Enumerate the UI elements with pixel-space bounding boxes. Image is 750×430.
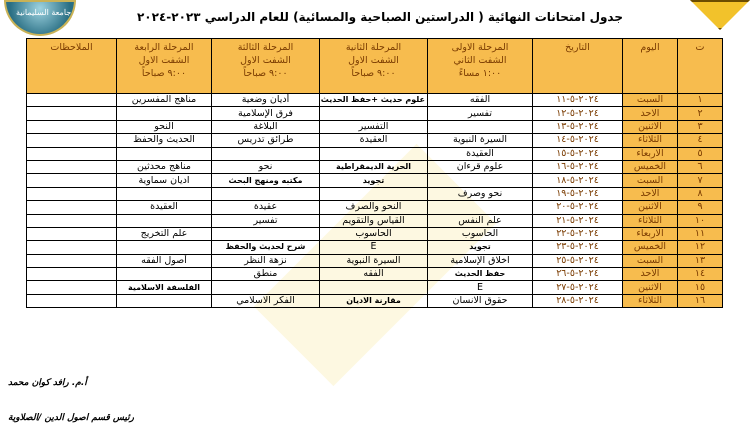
stage2-cell: تجويد <box>320 174 428 187</box>
row-number: ٨ <box>678 187 723 200</box>
stage4-cell <box>117 187 212 200</box>
stage4-cell <box>117 107 212 120</box>
header-stage3: المرحلة الثالثة الشفت الاول ٩:٠٠ صباحاً <box>212 39 320 94</box>
notes-cell <box>27 227 117 240</box>
page-title: جدول امتحانات النهائية ( الدراستين الصباحية والمسائية) للعام الدراسي ٢٠٢٣-٢٠٢٤ <box>136 10 624 24</box>
stage4-cell <box>117 294 212 307</box>
day-cell: الثلاثاء <box>623 214 678 227</box>
notes-cell <box>27 268 117 281</box>
stage3-cell <box>212 227 320 240</box>
table-row <box>27 134 723 147</box>
table-row <box>27 294 723 307</box>
stage1-cell: الحاسوب <box>428 227 533 240</box>
day-cell: السبت <box>623 174 678 187</box>
header-stage2: المرحلة الثانية الشفت الاول ٩:٠٠ صباحاً <box>320 39 428 94</box>
table-row <box>27 160 723 173</box>
day-cell: الاثنين <box>623 120 678 133</box>
stage3-cell <box>212 187 320 200</box>
day-cell: الثلاثاء <box>623 134 678 147</box>
header-notes: الملاحظات <box>27 39 117 94</box>
header-num: ت <box>678 39 723 94</box>
date-cell: ٢٠٢٤-٥-٢٦ <box>533 268 623 281</box>
stage3-cell: طرائق تدريس <box>212 134 320 147</box>
stage4-cell: اديان سماوية <box>117 174 212 187</box>
row-number: ١٦ <box>678 294 723 307</box>
row-number: ٣ <box>678 120 723 133</box>
day-cell: الخميس <box>623 241 678 254</box>
stage2-cell: العقيدة <box>320 134 428 147</box>
date-cell: ٢٠٢٤-٥-١١ <box>533 94 623 107</box>
day-cell: السبت <box>623 94 678 107</box>
date-cell: ٢٠٢٤-٥-٢٨ <box>533 294 623 307</box>
day-cell: الاثنين <box>623 201 678 214</box>
table-row <box>27 227 723 240</box>
notes-cell <box>27 120 117 133</box>
table-row <box>27 268 723 281</box>
row-number: ١٣ <box>678 254 723 267</box>
notes-cell <box>27 241 117 254</box>
notes-cell <box>27 107 117 120</box>
stage4-cell: مناهج محدثين <box>117 160 212 173</box>
stage2-cell <box>320 187 428 200</box>
stage4-cell: مناهج المفسرين <box>117 94 212 107</box>
stage3-cell: نحو <box>212 160 320 173</box>
stage1-cell <box>428 174 533 187</box>
stage4-cell: النحو <box>117 120 212 133</box>
stage2-cell: القياس والتقويم <box>320 214 428 227</box>
stage3-cell: تفسير <box>212 214 320 227</box>
stage4-cell: الفلسفة الاسلامية <box>117 281 212 294</box>
notes-cell <box>27 294 117 307</box>
stage4-cell <box>117 214 212 227</box>
stage2-cell <box>320 107 428 120</box>
header-date: التاريخ <box>533 39 623 94</box>
day-cell: الاحد <box>623 268 678 281</box>
college-logo <box>690 0 750 30</box>
row-number: ٥ <box>678 147 723 160</box>
notes-cell <box>27 201 117 214</box>
notes-cell <box>27 174 117 187</box>
row-number: ٢ <box>678 107 723 120</box>
date-cell: ٢٠٢٤-٥-١٢ <box>533 107 623 120</box>
date-cell: ٢٠٢٤-٥-٢٥ <box>533 254 623 267</box>
stage2-cell: مقارنة الاديان <box>320 294 428 307</box>
stage4-cell <box>117 268 212 281</box>
row-number: ١٤ <box>678 268 723 281</box>
notes-cell <box>27 254 117 267</box>
schedule-body <box>27 94 723 308</box>
table-row <box>27 214 723 227</box>
notes-cell <box>27 187 117 200</box>
stage3-cell: أديان وضعية <box>212 94 320 107</box>
stage4-cell: الحديث والحفظ <box>117 134 212 147</box>
university-logo-text: جامعة السليمانية <box>16 8 72 17</box>
stage2-cell: النحو والصرف <box>320 201 428 214</box>
stage2-cell: التفسير <box>320 120 428 133</box>
notes-cell <box>27 214 117 227</box>
stage4-cell <box>117 147 212 160</box>
table-row <box>27 94 723 107</box>
stage1-cell: علوم قرءان <box>428 160 533 173</box>
stage2-cell: الفقه <box>320 268 428 281</box>
stage3-cell: عقيدة <box>212 201 320 214</box>
date-cell: ٢٠٢٤-٥-١٥ <box>533 147 623 160</box>
day-cell: الثلاثاء <box>623 294 678 307</box>
stage4-cell <box>117 241 212 254</box>
stage1-cell: تجويد <box>428 241 533 254</box>
stage4-cell: علم التخريج <box>117 227 212 240</box>
header-day: اليوم <box>623 39 678 94</box>
table-row <box>27 147 723 160</box>
notes-cell <box>27 134 117 147</box>
day-cell: الاربعاء <box>623 147 678 160</box>
stage1-cell <box>428 201 533 214</box>
day-cell: السبت <box>623 254 678 267</box>
stage1-cell: حفظ الحديث <box>428 268 533 281</box>
stage2-cell: علوم حديث +حفظ الحديث <box>320 94 428 107</box>
stage3-cell: البلاغة <box>212 120 320 133</box>
row-number: ١٥ <box>678 281 723 294</box>
row-number: ٩ <box>678 201 723 214</box>
stage2-cell: السيرة النبوية <box>320 254 428 267</box>
signature: أ.م. رافد كوان محمد <box>8 378 87 388</box>
stage1-cell: تفسير <box>428 107 533 120</box>
stage1-cell <box>428 120 533 133</box>
row-number: ٦ <box>678 160 723 173</box>
signer-position: رئيس قسم اصول الدين /الصلاوية <box>8 413 134 423</box>
row-number: ١٠ <box>678 214 723 227</box>
day-cell: الاربعاء <box>623 227 678 240</box>
date-cell: ٢٠٢٤-٥-١٤ <box>533 134 623 147</box>
stage1-cell: حقوق الانسان <box>428 294 533 307</box>
stage3-cell: منطق <box>212 268 320 281</box>
date-cell: ٢٠٢٤-٥-٢٢ <box>533 227 623 240</box>
stage3-cell: فرق الإسلامية <box>212 107 320 120</box>
day-cell: الاحد <box>623 107 678 120</box>
date-cell: ٢٠٢٤-٥-٢٧ <box>533 281 623 294</box>
notes-cell <box>27 147 117 160</box>
date-cell: ٢٠٢٤-٥-٢١ <box>533 214 623 227</box>
stage3-cell <box>212 281 320 294</box>
university-logo <box>4 0 76 36</box>
date-cell: ٢٠٢٤-٥-١٩ <box>533 187 623 200</box>
table-row <box>27 254 723 267</box>
table-row <box>27 174 723 187</box>
stage4-cell: أصول الفقه <box>117 254 212 267</box>
row-number: ١١ <box>678 227 723 240</box>
table-row <box>27 241 723 254</box>
table-row <box>27 107 723 120</box>
stage1-cell: نحو وصرف <box>428 187 533 200</box>
header-stage4: المرحلة الرابعة الشفت الاول ٩:٠٠ صباحاً <box>117 39 212 94</box>
stage3-cell: شرح لحديث والحفظ <box>212 241 320 254</box>
day-cell: الاحد <box>623 187 678 200</box>
table-row <box>27 120 723 133</box>
notes-cell <box>27 94 117 107</box>
stage1-cell: السيرة النبوية <box>428 134 533 147</box>
stage3-cell: مكتبه ومنهج البحث <box>212 174 320 187</box>
date-cell: ٢٠٢٤-٥-١٣ <box>533 120 623 133</box>
stage2-cell: الحرية الديمقراطية <box>320 160 428 173</box>
row-number: ٤ <box>678 134 723 147</box>
date-cell: ٢٠٢٤-٥-١٦ <box>533 160 623 173</box>
row-number: ١٢ <box>678 241 723 254</box>
stage4-cell: العقيدة <box>117 201 212 214</box>
stage3-cell: نزهة النظر <box>212 254 320 267</box>
stage1-cell: الفقه <box>428 94 533 107</box>
date-cell: ٢٠٢٤-٥-٢٠ <box>533 201 623 214</box>
stage2-cell <box>320 281 428 294</box>
stage1-cell: العقيدة <box>428 147 533 160</box>
stage2-cell <box>320 147 428 160</box>
day-cell: الخميس <box>623 160 678 173</box>
day-cell: الاثنين <box>623 281 678 294</box>
stage3-cell: الفكر الاسلامي <box>212 294 320 307</box>
header-row <box>27 39 723 94</box>
row-number: ٧ <box>678 174 723 187</box>
notes-cell <box>27 281 117 294</box>
date-cell: ٢٠٢٤-٥-١٨ <box>533 174 623 187</box>
stage3-cell <box>212 147 320 160</box>
table-row <box>27 201 723 214</box>
date-cell: ٢٠٢٤-٥-٢٣ <box>533 241 623 254</box>
row-number: ١ <box>678 94 723 107</box>
stage1-cell: اخلاق الإسلامية <box>428 254 533 267</box>
notes-cell <box>27 160 117 173</box>
exam-schedule-table <box>26 38 723 308</box>
stage2-cell: E <box>320 241 428 254</box>
table-row <box>27 187 723 200</box>
stage1-cell: E <box>428 281 533 294</box>
header-stage1: المرحلة الاولى الشفت الثاني ١:٠٠ مساءً <box>428 39 533 94</box>
stage2-cell: الحاسوب <box>320 227 428 240</box>
table-row <box>27 281 723 294</box>
stage1-cell: علم النفس <box>428 214 533 227</box>
